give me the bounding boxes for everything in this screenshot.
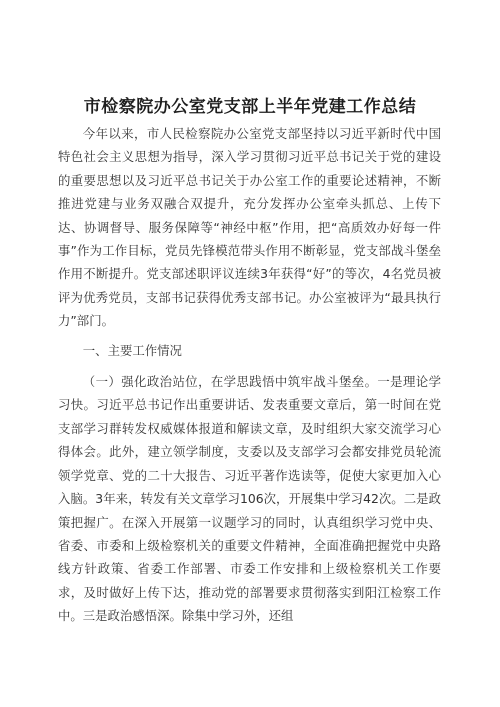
intro-paragraph: 今年以来，市人民检察院办公室党支部坚持以习近平新时代中国特色社会主义思想为指导，深入学习贯彻习近平总书记关于党的建设的重要思想以及习近平总书记关于办公室工作的重要论述精神，不断推进党建与业务双融合双提升，充分发挥办公室牵头抓总、上传下达、协调督导、服务保障等“神经中枢”作用，把“高质效办好每一件事”作为工作目标，党员先锋模范带头作用不断彰显，党支部战斗堡垒作用不断提升。党支部述职评议连续3年获得“好”的等次，4名党员被评为优秀党员，支部书记获得优秀支部书记。办公室被评为“最具执行力”部门。 bbox=[58, 126, 441, 329]
section-paragraph: （一）强化政治站位，在学思践悟中筑牢战斗堡垒。一是理论学习快。习近平总书记作出重要讲话、发表重要文章后，第一时间在党支部学习群转发权威媒体报道和解读文章，及时组织大家交流学习心得体会。此外，建立领学制度，支委以及支部学习会都安排党员轮流领学党章、党的二十大报告、习近平著作选读等，促使大家更加入心入脑。3年来，转发有关文章学习106次，开展集中学习42次。二是政策把握广。在深入开展第一议题学习的同时，认真组织学习党中央、省委、市委和上级检察机关的重要文件精神，全面准确把握党中央路线方针政策、省委工作部署、市委工作安排和上级检察机关工作要求，及时做好上传下达，推动党的部署要求贯彻落实到阳江检察工作中。三是政治感悟深。除集中学习外，还组 bbox=[58, 374, 441, 624]
section-heading: 一、主要工作情况 bbox=[82, 342, 182, 358]
document-body bbox=[58, 122, 441, 628]
document-title: 市检察院办公室党支部上半年党建工作总结 bbox=[83, 97, 417, 117]
